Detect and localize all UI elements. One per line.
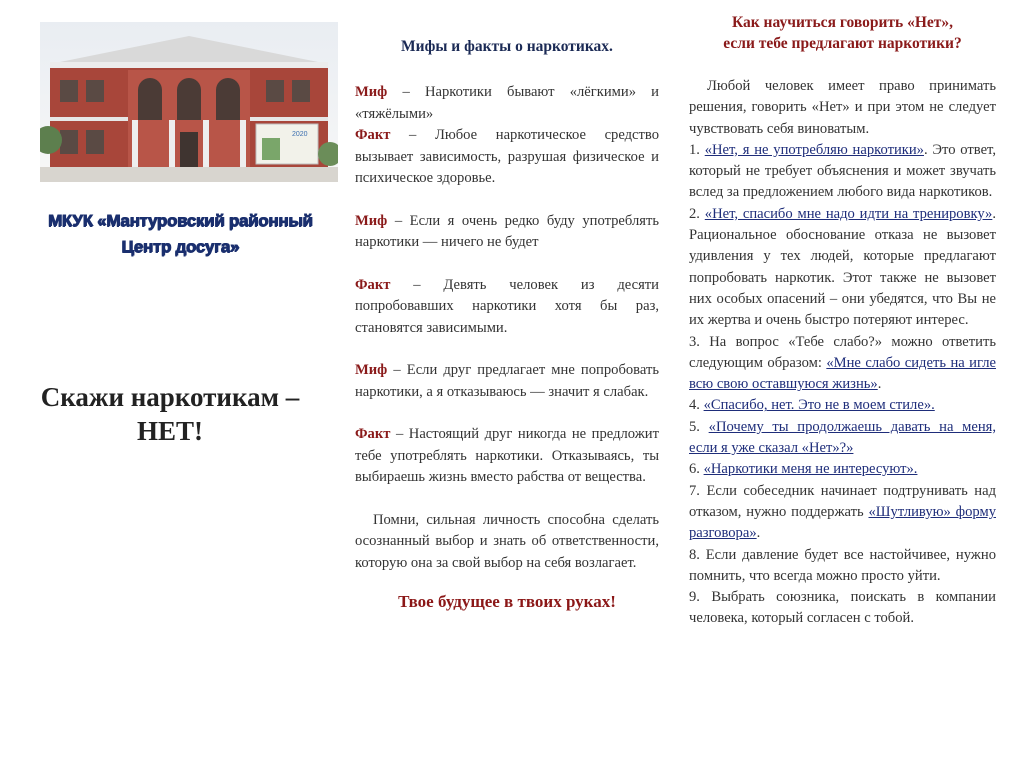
- tip-8-text: Если давление будет все настойчивее, нужно помнить, что всегда можно просто уйти.: [689, 546, 996, 584]
- tip-number: 8.: [689, 546, 706, 563]
- slogan-line1: Скажи наркотикам –: [40, 382, 300, 412]
- tip-5-quote: «Почему ты продолжаешь давать на меня, если я уже сказал «Нет»?»: [689, 418, 996, 457]
- tip-3: [689, 332, 996, 396]
- tip-7-rest: .: [756, 525, 761, 542]
- building-photo: [40, 22, 338, 182]
- tip-4: [689, 395, 996, 416]
- tip-number: 1.: [689, 141, 705, 158]
- left-panel: [0, 0, 345, 768]
- myth-label: Миф: [355, 212, 388, 229]
- how-to-say-no-panel: [675, 0, 1024, 768]
- fact-3: [355, 424, 659, 489]
- tip-9: [689, 587, 996, 630]
- tip-number: 2.: [689, 205, 705, 222]
- myth-3: [355, 360, 659, 403]
- fact-label: Факт: [355, 426, 391, 442]
- tip-number: 3.: [689, 333, 710, 350]
- tip-6: [689, 459, 996, 480]
- slogan: [20, 380, 320, 448]
- myths-facts-panel: [345, 0, 675, 768]
- fact-label: Факт: [355, 276, 391, 293]
- slogan-line2: НЕТ!: [136, 416, 203, 446]
- tip-7-quote: «Шутливую» форму разговора»: [689, 503, 996, 542]
- closing-paragraph: Помни, сильная личность способна сделать осознанный выбор и знать об ответственности, которую она за свой выбор на себя возлагает.: [355, 511, 659, 571]
- tip-1: [689, 140, 996, 204]
- myth-2-text: – Если я очень редко буду употреблять наркотики — ничего не будет: [355, 212, 659, 250]
- tip-3-rest: .: [877, 376, 882, 393]
- tip-2-rest: . Рациональное обоснование отказа не вызовет удивления у тех людей, которые предлагают попробовать наркотик. Этот также не вызовет них особых опасений – они убедятся, что Вы не их жертва и очень быстро потеряют интерес.: [689, 205, 996, 329]
- tip-5: [689, 417, 996, 460]
- fact-label: Факт: [355, 127, 391, 143]
- tip-number: 7.: [689, 482, 707, 499]
- org-name-line1: МКУК «Мантуровский районный: [47, 211, 313, 230]
- tip-6-quote: «Наркотики меня не интересуют».: [703, 461, 918, 478]
- myth-1-text: – Наркотики бывают «лёгкими» и «тяжёлыми»: [355, 84, 659, 122]
- tip-number: 5.: [689, 418, 709, 435]
- say-no-title-line2: если тебе предлагают наркотики?: [723, 35, 962, 52]
- myth-1: [355, 82, 659, 125]
- tip-number: 6.: [689, 461, 704, 478]
- tip-3-pre: На вопрос «Тебе слабо?» можно ответить следующим образом:: [689, 333, 997, 371]
- tip-number: 4.: [689, 397, 704, 414]
- org-name-line2: Центр досуга»: [121, 237, 239, 256]
- tip-2-quote: «Нет, спасибо мне надо идти на тренировку»: [704, 205, 993, 222]
- fact-2-text: – Девять человек из десяти попробовавших наркотики хотя бы раз, становятся зависимыми.: [355, 276, 659, 336]
- tip-2: [689, 204, 996, 332]
- say-no-title: [689, 12, 996, 54]
- myth-3-text: – Если друг предлагает мне попробовать наркотики, а я отказываюсь — значит я слабак.: [355, 362, 659, 400]
- fact-1-text: – Любое наркотическое средство вызывает зависимость, разрушая физическое и психическое здоровье.: [355, 127, 659, 186]
- tip-8: [689, 545, 996, 588]
- tip-1-rest: . Это ответ, который не требует объяснения и может звучать вслед за предложением любого вида наркотиков.: [689, 141, 996, 201]
- myth-label: Миф: [355, 362, 388, 378]
- banner-year: 2020: [292, 131, 308, 138]
- tip-number: 9.: [689, 589, 712, 606]
- fact-1: [355, 125, 659, 190]
- fact-2: [355, 275, 659, 340]
- tip-3-quote: «Мне слабо сидеть на игле всю свою оставшуюся жизнь»: [689, 354, 996, 393]
- myth-2: [355, 211, 659, 254]
- fact-3-text: – Настоящий друг никогда не предложит тебе употреблять наркотики. Отказываясь, ты выбираешь жизнь вместо рабства от вещества.: [355, 426, 659, 485]
- tip-7-pre: Если собеседник начинает подтрунивать над отказом, нужно поддержать: [689, 482, 997, 520]
- future-slogan: Твое будущее в твоих руках!: [398, 592, 616, 611]
- tip-1-quote: «Нет, я не употребляю наркотики»: [704, 141, 924, 158]
- myths-facts-title: Мифы и факты о наркотиках.: [401, 38, 613, 55]
- tip-4-quote: «Спасибо, нет. Это не в моем стиле».: [703, 397, 935, 414]
- intro-paragraph: Любой человек имеет право принимать решения, говорить «Нет» и при этом не следует чувствовать себя виноватым.: [689, 78, 996, 137]
- tip-7: [689, 481, 996, 545]
- say-no-title-line1: Как научиться говорить «Нет»,: [731, 14, 954, 31]
- myth-label: Миф: [355, 84, 388, 100]
- tip-9-text: Выбрать союзника, поискать в компании человека, который согласен с тобой.: [689, 589, 996, 627]
- organization-name: [14, 208, 346, 260]
